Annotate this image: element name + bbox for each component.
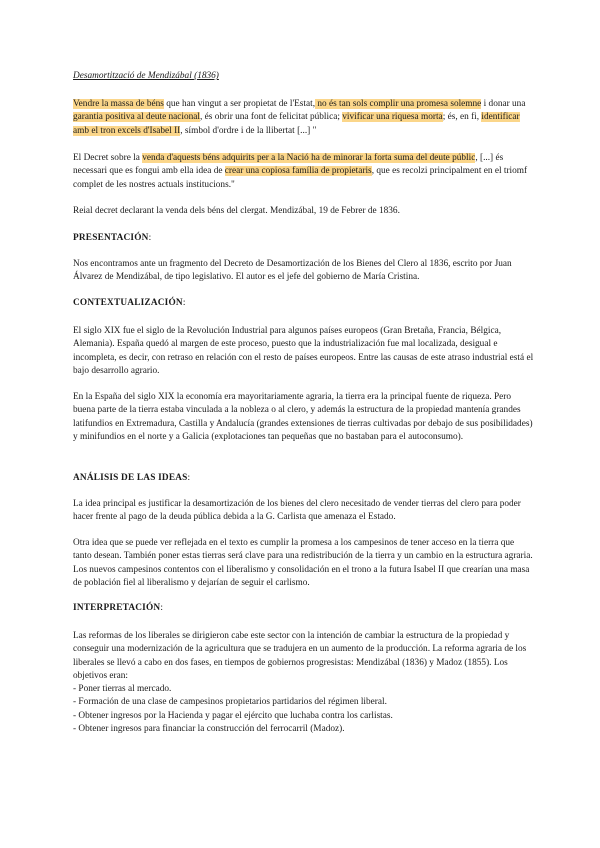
heading-presentacion <box>73 232 535 245</box>
list-item: - Formación de una clase de campesinos propietarios partidarios del régimen liberal. <box>73 697 387 708</box>
heading-colon: : <box>160 603 163 613</box>
analisis-paragraph-2: Otra idea que se puede ver reflejada en el texto es cumplir la promesa a los campesinos de tener acceso en la tierra que tanto desean. También poner estas tierras será clave para una redistribución de la tierra y un cambio en la estructura agraria. Los nuevos campesinos contentos con el liberalismo y consolidación en el trono a la futura Isabel II que crearían una masa de población fiel al liberalismo y dejarían de seguir el carlismo. <box>73 538 533 589</box>
analisis-paragraph-1: La idea principal es justificar la desamortización de los bienes del clero necesitado de vender tierras del clero para poder hacer frente al pago de la deuda pública debida a la G. Carlista que amenaza el Estado. <box>73 499 521 523</box>
highlight: crear una copiosa família de propietaris <box>224 166 372 177</box>
heading-text: CONTEXTUALIZACIÓN <box>73 298 183 308</box>
quote-text: i donar una <box>481 99 526 109</box>
highlight: vivificar una riquesa morta <box>342 112 443 123</box>
quote-text: , que es recolzi principalment en el triomf complet de les nostres actuals institucions." <box>73 166 528 190</box>
source-citation: Reial decret declarant la venda dels béns del clergat. Mendizábal, 19 de Febrer de 1836. <box>73 206 400 216</box>
list-item: - Obtener ingresos para financiar la construcción del ferrocarril (Madoz). <box>73 724 345 735</box>
quote-text: , [...] és necessari que es fongui amb ella idea de <box>73 153 504 177</box>
heading-contextualizacion <box>73 297 535 310</box>
document-title: Desamortització de Mendizábal (1836) <box>73 71 219 81</box>
quote-text: , és obrir una font de felicitat pública; <box>200 112 343 123</box>
list-item: - Obtener ingresos por la Hacienda y pagar el ejército que luchaba contra los carlistas. <box>73 710 393 721</box>
quote-text: ; és, en fi, <box>442 112 482 123</box>
highlight: venda d'aquests béns adquirits per a la Nació ha de minorar la forta suma del deute públic <box>142 153 476 163</box>
presentacion-paragraph: Nos encontramos ante un fragmento del Decreto de Desamortización de los Bienes del Clero al 1836, escrito por Juan Álvarez de Mendizábal, de tipo legislativo. El autor es el jefe del gobierno de María Cristina. <box>73 259 512 283</box>
heading-analisis <box>73 472 535 485</box>
highlight: identificar amb el tron excels d'Isabel II <box>73 112 520 136</box>
quote-text: que han vingut a ser propietat de l'Estat, <box>163 99 316 109</box>
quote-text: El Decret sobre la <box>73 153 143 163</box>
highlight: no és tan sols complir una promesa solemne <box>315 99 482 109</box>
heading-text: PRESENTACIÓN <box>73 233 149 243</box>
heading-text: INTERPRETACIÓN <box>73 603 161 613</box>
objectives-list <box>73 683 535 737</box>
heading-colon: : <box>148 233 152 243</box>
heading-colon: : <box>187 473 191 483</box>
heading-text: ANÁLISIS DE LAS IDEAS <box>73 473 188 483</box>
quote-paragraph-2 <box>73 152 535 192</box>
highlight: garantia positiva al deute nacional <box>73 112 201 123</box>
interpretacion-paragraph: Las reformas de los liberales se dirigieron cabe este sector con la intención de cambiar la estructura de la propiedad y conseguir una modernización de la agricultura que se tradujera en un aumento de la producción. La reforma agraria de los liberales se llevó a cabo en dos fases, en tiempos de gobiernos progresistas: Mendizábal (1836) y Madoz (1855). Los objetivos eran: <box>73 631 527 682</box>
quote-text: , símbol d'ordre i de la llibertat [...] " <box>180 125 317 136</box>
list-item: - Poner tierras al mercado. <box>73 684 172 694</box>
context-paragraph-1: El siglo XIX fue el siglo de la Revolución Industrial para algunos países europeos (Gran Bretaña, Francia, Bélgica, Alemania). España quedó al margen de este proceso, puesto que la industrialización fue mal localizada, desigual e incompleta, es decir, con retraso en relación con el resto de países europeos. Entre las causas de este atraso industrial está el bajo desarrollo agrario. <box>73 326 534 377</box>
heading-colon: : <box>182 298 186 308</box>
highlight: Vendre la massa de béns <box>73 99 164 109</box>
quote-paragraph-1 <box>73 98 535 138</box>
heading-interpretacion <box>73 602 535 615</box>
context-paragraph-2: En la España del siglo XIX la economía era mayoritariamente agraria, la tierra era la principal fuente de riqueza. Pero buena parte de la tierra estaba vinculada a la nobleza o al clero, y además la estructura de la propiedad mantenía grandes latifundios en Extremadura, Castilla y Andalucía (grandes extensiones de tierras cultivadas por debajo de sus posibilidades) y minifundios en el norte y a Galicia (explotaciones tan pequeñas que no bastaban para el autoconsumo). <box>73 392 533 443</box>
